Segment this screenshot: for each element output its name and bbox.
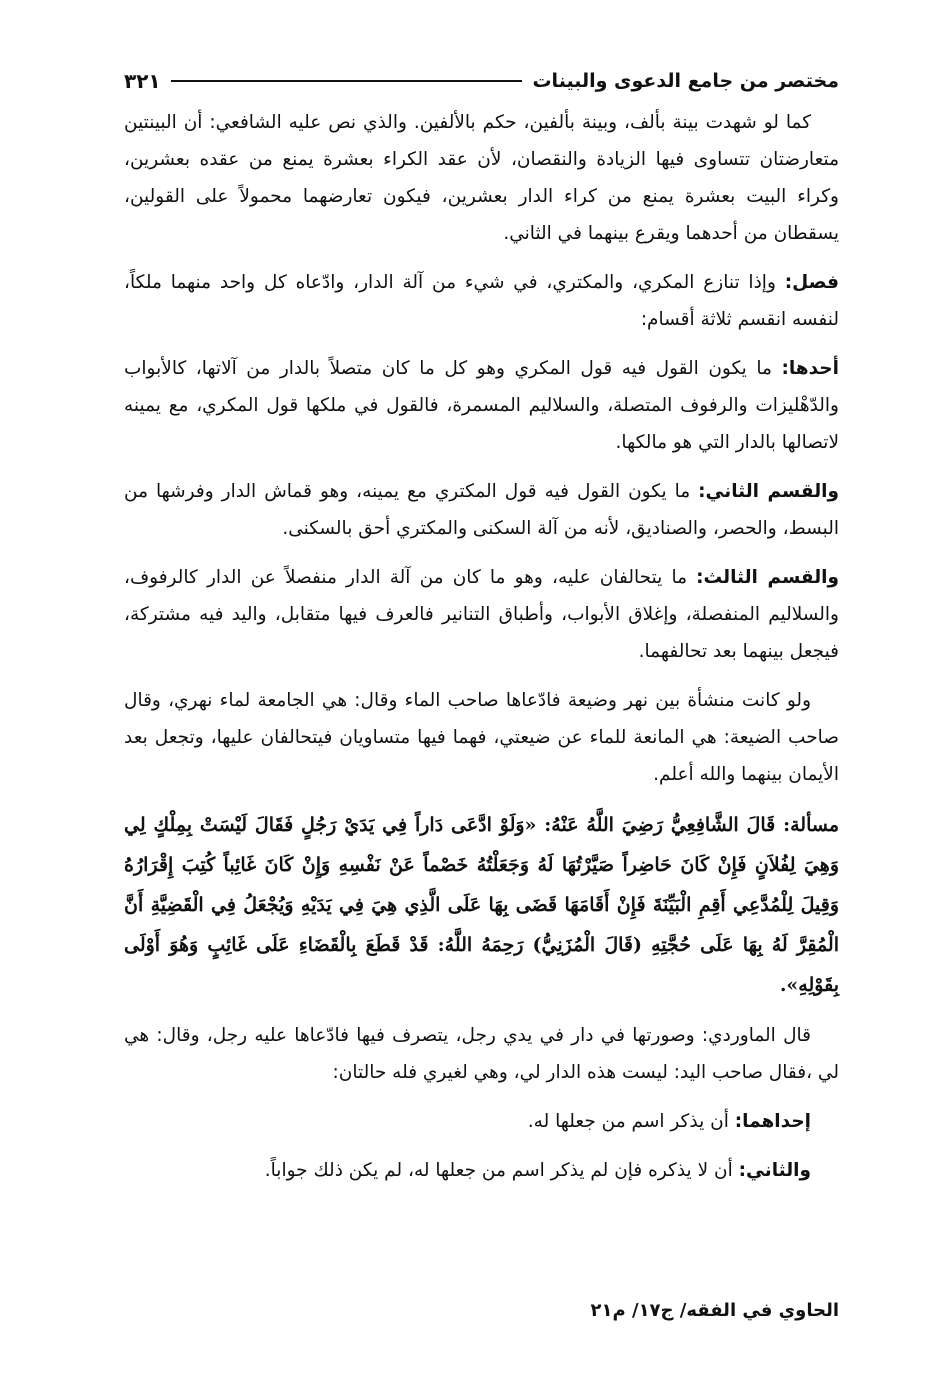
paragraph bbox=[124, 1017, 839, 1091]
division-label: والقسم الثاني: bbox=[698, 481, 839, 502]
header-rule bbox=[171, 80, 523, 82]
page-body bbox=[124, 104, 839, 1189]
paragraph bbox=[124, 104, 839, 252]
paragraph bbox=[124, 559, 839, 670]
paragraph bbox=[124, 682, 839, 793]
signature-mark: الحاوي في الفقه/ ج١٧/ م٢١ bbox=[590, 1300, 839, 1321]
running-title: مختصر من جامع الدعوى والبينات bbox=[532, 70, 839, 92]
paragraph-text: قال الماوردي: وصورتها في دار في يدي رجل، يتصرف فيها فادّعاها عليه رجل، وقال: هي لي ،فقال صاحب اليد: ليست هذه الدار لي، وهي لغيري فله حالتان: bbox=[124, 1025, 839, 1083]
paragraph-text: أن لا يذكره فإن لم يذكر اسم من جعلها له، لم يكن ذلك جواباً. bbox=[264, 1160, 739, 1181]
paragraph bbox=[124, 1152, 839, 1189]
paragraph-text: ما يكون القول فيه قول المكتري مع يمينه، وهو قماش الدار وفرشها من البسط، والحصر، والصناديق، لأنه من آلة السكنى والمكتري أحق بالسكنى. bbox=[124, 481, 839, 539]
running-header bbox=[124, 66, 839, 96]
paragraph bbox=[124, 350, 839, 461]
paragraph-text: ما يكون القول فيه قول المكري وهو كل ما كان متصلاً بالدار من آلاتها، كالأبواب والدّهْليزات والرفوف المتصلة، والسلاليم المسمرة، فالقول في ملكها قول المكري، مع يمينه لاتصالها بالدار التي هو مالكها. bbox=[124, 358, 839, 453]
section-heading: فصل: bbox=[784, 272, 839, 293]
masala-heading: مسألة: قَالَ الشَّافِعِيُّ bbox=[670, 814, 839, 836]
division-label: والقسم الثالث: bbox=[696, 567, 839, 588]
paragraph bbox=[124, 473, 839, 547]
page-number: ٣٢١ bbox=[124, 69, 161, 93]
paragraph-text: ما يتحالفان عليه، وهو ما كان من آلة الدار منفصلاً عن الدار كالرفوف، والسلاليم المنفصلة، وإغلاق الأبواب، وأطباق التنانير فالعرف فيها متقابل، واليد فيه مشتركة، فيجعل بينهما بعد تحالفهما. bbox=[124, 567, 839, 662]
matn-text: رَضِيَ اللَّهُ عَنْهُ: «وَلَوْ ادَّعَى دَاراً فِي يَدَيْ رَجُلٍ فَقَالَ لَيْسَتْ بِمِلْكٍ لِي وَهِيَ لِفُلاَنٍ فَإِنْ كَانَ حَاضِراً صَيَّرْتُهَا لَهُ وَجَعَلْتُهُ خَصْماً عَنْ نَفْسِهِ وَإِنْ كَانَ غَائِباً كُتِبَ إِقْرَارُهُ وَقِيلَ لِلْمُدَّعِي أَقِمِ الْبَيِّنَةَ فَإِنْ أَقَامَهَا قَضَى بِهَا عَلَى الَّذِي هِيَ فِي يَدَيْهِ وَيُجْعَلُ فِي الْقَضِيَّةِ أَنَّ الْمُقِرَّ لَهُ بِهَا عَلَى حُجَّتِهِ (قَالَ الْمُزَنِيُّ) رَحِمَهُ اللَّهُ: قَدْ قَطَعَ بِالْقَضَاءِ عَلَى غَائِبٍ وَهُوَ أَوْلَى بِقَوْلِهِ». bbox=[124, 814, 839, 996]
paragraph-text: وإذا تنازع المكري، والمكتري، في شيء من آلة الدار، وادّعاه كل واحد منهما ملكاً، لنفسه انقسم ثلاثة أقسام: bbox=[124, 272, 839, 330]
paragraph-text: ولو كانت منشأة بين نهر وضيعة فادّعاها صاحب الماء وقال: هي الجامعة لماء نهري، وقال صاحب الضيعة: هي المانعة للماء عن ضيعتي، فهما فيها متساويان فيتحالفان عليها، وتجعل بعد الأيمان بينهما والله أعلم. bbox=[124, 690, 839, 785]
paragraph bbox=[124, 264, 839, 338]
division-label: أحدها: bbox=[781, 358, 839, 379]
paragraph-text: كما لو شهدت بينة بألف، وبينة بألفين، حكم بالألفين. والذي نص عليه الشافعي: أن البينتين متعارضتان تتساوى فيها الزيادة والنقصان، لأن عقد الكراء بعشرة يمنع من عقده بعشرين، وكراء البيت بعشرة يمنع من كراء الدار بعشرين، فيكون تعارضهما محمولاً على القولين، يسقطان من أحدهما ويقرع بينهما في الثاني. bbox=[124, 112, 839, 244]
paragraph-text: أن يذكر اسم من جعلها له. bbox=[527, 1111, 735, 1132]
division-label: والثاني: bbox=[738, 1160, 811, 1181]
paragraph bbox=[124, 1103, 839, 1140]
matn-paragraph bbox=[124, 805, 839, 1005]
division-label: إحداهما: bbox=[734, 1111, 811, 1132]
